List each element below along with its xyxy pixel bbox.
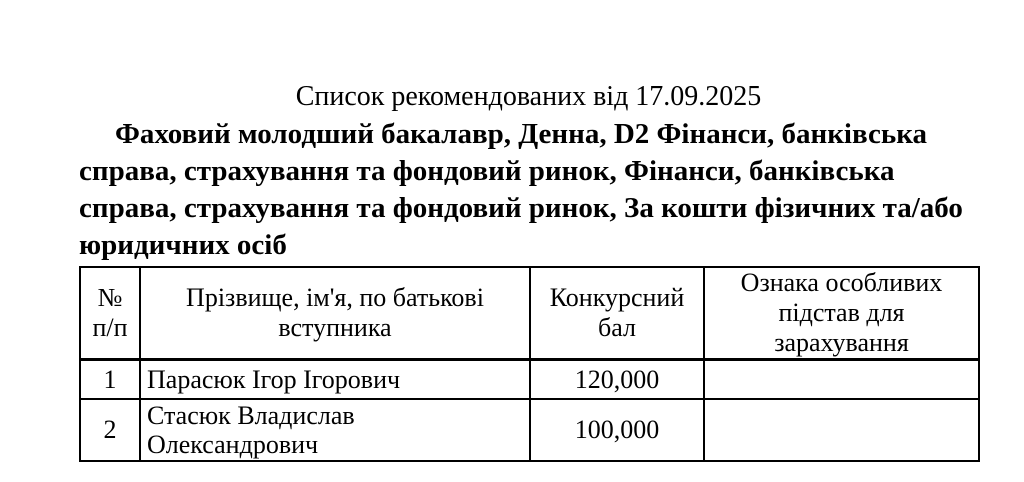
applicant-score: 120,000 <box>530 360 704 399</box>
table-header-row <box>80 267 979 360</box>
column-header-special-grounds: Ознака особливих підстав для зарахування <box>704 267 979 360</box>
applicant-special-grounds <box>704 399 979 461</box>
page-title: Список рекомендованих від 17.09.2025 <box>295 81 762 112</box>
document-content <box>79 80 978 462</box>
column-header-name: Прізвище, ім'я, по батькові вступника <box>140 267 530 360</box>
applicant-special-grounds <box>704 360 979 399</box>
row-number: 2 <box>80 399 140 461</box>
applicant-score: 100,000 <box>530 399 704 461</box>
row-number: 1 <box>80 360 140 399</box>
applicant-name: Парасюк Ігор Ігорович <box>140 360 530 399</box>
table-header <box>80 267 979 360</box>
column-header-number: № п/п <box>80 267 140 360</box>
program-heading: Фаховий молодший бакалавр, Денна, D2 Фінанси, банківська справа, страхування та фондовий ринок, Фінанси, банківська справа, страхування та фондовий ринок, За кошти фізичних та/або юридичних осіб <box>79 118 963 261</box>
column-header-score: Конкурсний бал <box>530 267 704 360</box>
table-row <box>80 399 979 461</box>
applicants-table <box>79 266 980 462</box>
applicant-name: Стасюк Владислав Олександрович <box>140 399 530 461</box>
table-row <box>80 360 979 399</box>
